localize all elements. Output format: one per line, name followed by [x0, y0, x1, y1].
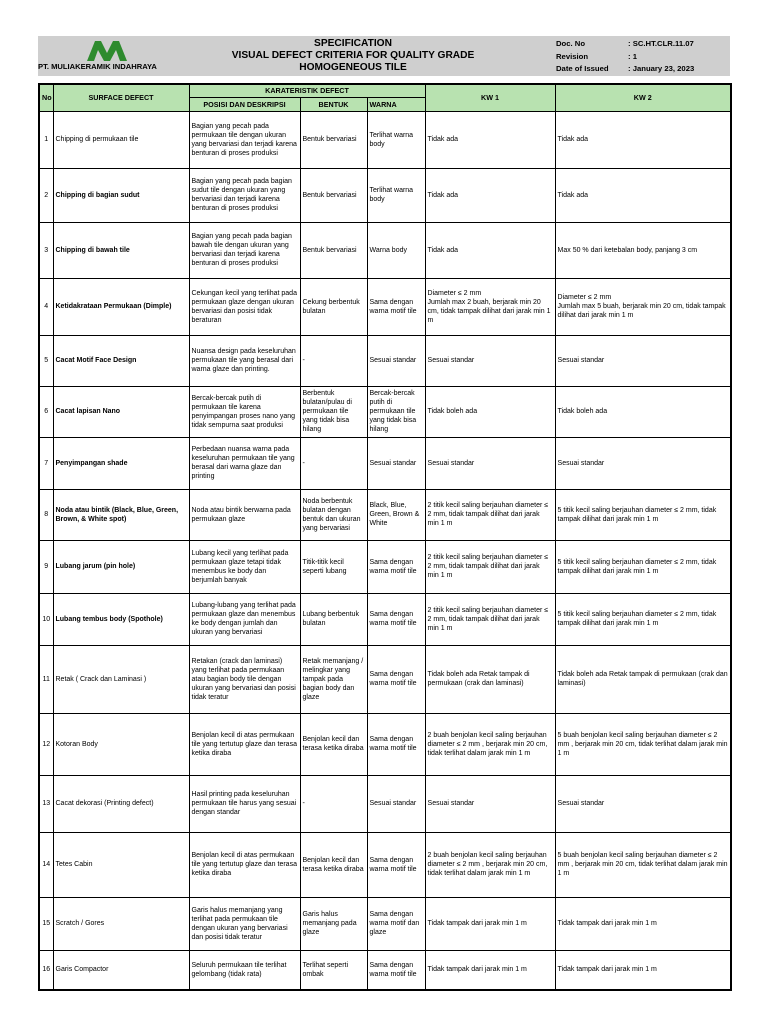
posisi-cell: Cekungan kecil yang terlihat pada permukaan glaze dengan ukuran bervariasi dan posisi tidak beraturan	[189, 278, 300, 335]
posisi-cell: Hasil printing pada keseluruhan permukaan tile harus yang sesuai dengan standar	[189, 775, 300, 832]
bentuk-cell: Benjolan kecil dan terasa ketika diraba	[300, 832, 367, 897]
surface-defect-cell: Noda atau bintik (Black, Blue, Green, Brown, & White spot)	[53, 489, 189, 540]
kw2-cell: 5 titik kecil saling berjauhan diameter ≤ 2 mm, tidak tampak dilihat dari jarak min 1 m	[555, 593, 731, 645]
row-number: 5	[39, 335, 53, 386]
posisi-cell: Benjolan kecil di atas permukaan tile yang tertutup glaze dan terasa ketika diraba	[189, 832, 300, 897]
kw2-cell: Sesuai standar	[555, 335, 731, 386]
table-body	[39, 111, 731, 990]
warna-cell: Sesuai standar	[367, 775, 425, 832]
posisi-cell: Bagian yang pecah pada bagian sudut tile dengan ukuran yang bervariasi dan terjadi karena benturan di proses produksi	[189, 168, 300, 222]
column-header-kw1: KW 1	[425, 84, 555, 111]
table-row	[39, 386, 731, 437]
warna-cell: Sama dengan warna motif tile	[367, 540, 425, 593]
posisi-cell: Bagian yang pecah pada bagian bawah tile dengan ukuran yang bervariasi dan terjadi karena benturan di proses produksi	[189, 222, 300, 278]
column-header-karakteristik: KARATERISTIK DEFECT	[189, 84, 425, 97]
surface-defect-cell: Cacat dekorasi (Printing defect)	[53, 775, 189, 832]
kw2-cell: 5 titik kecil saling berjauhan diameter ≤ 2 mm, tidak tampak dilihat dari jarak min 1 m	[555, 489, 731, 540]
posisi-cell: Lubang kecil yang terlihat pada permukaan glaze tetapi tidak menembus ke body dan berjumlah banyak	[189, 540, 300, 593]
revision-label: Revision	[556, 51, 589, 61]
bentuk-cell: Titik-titik kecil seperti lubang	[300, 540, 367, 593]
surface-defect-cell: Cacat lapisan Nano	[53, 386, 189, 437]
bentuk-cell: Cekung berbentuk bulatan	[300, 278, 367, 335]
kw1-cell: 2 titik kecil saling berjauhan diameter ≤ 2 mm, tidak tampak dilihat dari jarak min 1 m	[425, 489, 555, 540]
kw2-cell: 5 titik kecil saling berjauhan diameter ≤ 2 mm, tidak tampak dilihat dari jarak min 1 m	[555, 540, 731, 593]
row-number: 13	[39, 775, 53, 832]
bentuk-cell: Garis halus memanjang pada glaze	[300, 897, 367, 950]
warna-cell: Sama dengan warna motif tile	[367, 645, 425, 713]
column-header-no: No	[39, 84, 53, 111]
bentuk-cell: -	[300, 775, 367, 832]
kw1-cell: Tidak tampak dari jarak min 1 m	[425, 897, 555, 950]
surface-defect-cell: Chipping di permukaan tile	[53, 111, 189, 168]
posisi-cell: Seluruh permukaan tile terlihat gelombang (tidak rata)	[189, 950, 300, 990]
kw2-cell: Tidak tampak dari jarak min 1 m	[555, 897, 731, 950]
document-title	[188, 38, 518, 74]
title-line-2: VISUAL DEFECT CRITERIA FOR QUALITY GRADE	[231, 50, 475, 61]
kw1-cell: Tidak ada	[425, 168, 555, 222]
bentuk-cell: Berbentuk bulatan/pulau di permukaan tile yang tidak bisa hilang	[300, 386, 367, 437]
title-line-1: SPECIFICATION	[314, 38, 392, 49]
surface-defect-cell: Tetes Cabin	[53, 832, 189, 897]
document-meta	[556, 38, 694, 76]
warna-cell: Terlihat warna body	[367, 168, 425, 222]
table-row	[39, 222, 731, 278]
table-row	[39, 775, 731, 832]
surface-defect-cell: Cacat Motif Face Design	[53, 335, 189, 386]
table-row	[39, 540, 731, 593]
bentuk-cell: Bentuk bervariasi	[300, 222, 367, 278]
posisi-cell: Retakan (crack dan laminasi) yang terlihat pada permukaan atau bagian body tile dengan ukuran yang bervariasi dan posisi tidak teratur	[189, 645, 300, 713]
kw2-cell: Sesuai standar	[555, 775, 731, 832]
doc-no-label: Doc. No	[556, 39, 586, 48]
table-row	[39, 111, 731, 168]
revision-value: : 1	[628, 51, 637, 61]
kw1-cell: Diameter ≤ 2 mm Jumlah max 2 buah, berjarak min 20 cm, tidak tampak dilihat dari jarak min 1 m	[425, 278, 555, 335]
table-row	[39, 645, 731, 713]
row-number: 9	[39, 540, 53, 593]
posisi-cell: Bagian yang pecah pada permukaan tile dengan ukuran yang bervariasi dan terjadi karena benturan di proses produksi	[189, 111, 300, 168]
table-row	[39, 897, 731, 950]
row-number: 14	[39, 832, 53, 897]
kw2-cell: Tidak tampak dari jarak min 1 m	[555, 950, 731, 990]
kw1-cell: Tidak boleh ada	[425, 386, 555, 437]
warna-cell: Sesuai standar	[367, 335, 425, 386]
warna-cell: Sama dengan warna motif tile	[367, 950, 425, 990]
row-number: 4	[39, 278, 53, 335]
row-number: 12	[39, 713, 53, 775]
warna-cell: Sama dengan warna motif tile	[367, 832, 425, 897]
column-header-kw2: KW 2	[555, 84, 731, 111]
kw2-cell: Diameter ≤ 2 mm Jumlah max 5 buah, berjarak min 20 cm, tidak tampak dilihat dari jarak min 1 m	[555, 278, 731, 335]
surface-defect-cell: Garis Compactor	[53, 950, 189, 990]
kw2-cell: Max 50 % dari ketebalan body, panjang 3 cm	[555, 222, 731, 278]
surface-defect-cell: Retak ( Crack dan Laminasi )	[53, 645, 189, 713]
kw2-cell: Tidak ada	[555, 111, 731, 168]
kw1-cell: Sesuai standar	[425, 437, 555, 489]
bentuk-cell: Terlihat seperti ombak	[300, 950, 367, 990]
posisi-cell: Noda atau bintik berwarna pada permukaan glaze	[189, 489, 300, 540]
bentuk-cell: Bentuk bervariasi	[300, 111, 367, 168]
row-number: 3	[39, 222, 53, 278]
bentuk-cell: Benjolan kecil dan terasa ketika diraba	[300, 713, 367, 775]
bentuk-cell: -	[300, 335, 367, 386]
kw1-cell: Sesuai standar	[425, 775, 555, 832]
row-number: 16	[39, 950, 53, 990]
row-number: 2	[39, 168, 53, 222]
warna-cell: Sama dengan warna motif tile	[367, 713, 425, 775]
table-row	[39, 950, 731, 990]
posisi-cell: Perbedaan nuansa warna pada keseluruhan permukaan tile yang berasal dari warna glaze dan printing	[189, 437, 300, 489]
kw2-cell: Tidak ada	[555, 168, 731, 222]
row-number: 11	[39, 645, 53, 713]
kw1-cell: 2 titik kecil saling berjauhan diameter ≤ 2 mm, tidak tampak dilihat dari jarak min 1 m	[425, 593, 555, 645]
kw2-cell: Tidak boleh ada	[555, 386, 731, 437]
defect-criteria-table	[38, 83, 732, 991]
table-row	[39, 278, 731, 335]
surface-defect-cell: Kotoran Body	[53, 713, 189, 775]
warna-cell: Warna body	[367, 222, 425, 278]
posisi-cell: Benjolan kecil di atas permukaan tile yang tertutup glaze dan terasa ketika diraba	[189, 713, 300, 775]
title-line-3: HOMOGENEOUS TILE	[299, 62, 407, 73]
bentuk-cell: Lubang berbentuk bulatan	[300, 593, 367, 645]
posisi-cell: Bercak-bercak putih di permukaan tile karena penyimpangan proses nano yang tidak sempurna saat produksi	[189, 386, 300, 437]
company-name: PT. MULIAKERAMIK INDAHRAYA	[38, 62, 157, 71]
surface-defect-cell: Lubang jarum (pin hole)	[53, 540, 189, 593]
row-number: 6	[39, 386, 53, 437]
bentuk-cell: Noda berbentuk bulatan dengan bentuk dan ukuran yang bervariasi	[300, 489, 367, 540]
row-number: 15	[39, 897, 53, 950]
column-header-bentuk: BENTUK	[300, 97, 367, 111]
row-number: 7	[39, 437, 53, 489]
kw2-cell: 5 buah benjolan kecil saling berjauhan diameter ≤ 2 mm , berjarak min 20 cm, tidak terlihat dalam jarak min 1 m	[555, 832, 731, 897]
warna-cell: Terlihat warna body	[367, 111, 425, 168]
document-page	[38, 36, 730, 978]
column-header-warna: WARNA	[367, 97, 425, 111]
kw1-cell: Tidak boleh ada Retak tampak di permukaan (crak dan laminasi)	[425, 645, 555, 713]
table-row	[39, 489, 731, 540]
table-row	[39, 593, 731, 645]
row-number: 8	[39, 489, 53, 540]
table-row	[39, 832, 731, 897]
surface-defect-cell: Ketidakrataan Permukaan (Dimple)	[53, 278, 189, 335]
bentuk-cell: Retak memanjang / melingkar yang tampak pada bagian body dan glaze	[300, 645, 367, 713]
surface-defect-cell: Scratch / Gores	[53, 897, 189, 950]
warna-cell: Sesuai standar	[367, 437, 425, 489]
surface-defect-cell: Chipping di bagian sudut	[53, 168, 189, 222]
kw1-cell: Tidak ada	[425, 222, 555, 278]
kw1-cell: 2 buah benjolan kecil saling berjauhan diameter ≤ 2 mm , berjarak min 20 cm, tidak terlihat dalam jarak min 1 m	[425, 832, 555, 897]
table-row	[39, 713, 731, 775]
date-label: Date of Issued	[556, 64, 609, 73]
company-logo-icon	[86, 39, 128, 63]
warna-cell: Bercak-bercak putih di permukaan tile yang tidak bisa hilang	[367, 386, 425, 437]
bentuk-cell: Bentuk bervariasi	[300, 168, 367, 222]
kw1-cell: 2 buah benjolan kecil saling berjauhan diameter ≤ 2 mm , berjarak min 20 cm, tidak terlihat dalam jarak min 1 m	[425, 713, 555, 775]
row-number: 1	[39, 111, 53, 168]
date-value: : January 23, 2023	[628, 64, 695, 73]
column-header-posisi: POSISI DAN DESKRIPSI	[189, 97, 300, 111]
surface-defect-cell: Chipping di bawah tile	[53, 222, 189, 278]
kw2-cell: Tidak boleh ada Retak tampak di permukaan (crak dan laminasi)	[555, 645, 731, 713]
kw1-cell: Tidak tampak dari jarak min 1 m	[425, 950, 555, 990]
warna-cell: Black, Blue, Green, Brown & White	[367, 489, 425, 540]
kw1-cell: 2 titik kecil saling berjauhan diameter ≤ 2 mm, tidak tampak dilihat dari jarak min 1 m	[425, 540, 555, 593]
warna-cell: Sama dengan warna motif tile	[367, 278, 425, 335]
column-header-surface-defect: SURFACE DEFECT	[53, 84, 189, 111]
kw2-cell: 5 buah benjolan kecil saling berjauhan diameter ≤ 2 mm , berjarak min 20 cm, tidak terlihat dalam jarak min 1 m	[555, 713, 731, 775]
table-row	[39, 168, 731, 222]
warna-cell: Sama dengan warna motif tile	[367, 593, 425, 645]
document-header	[38, 36, 730, 76]
warna-cell: Sama dengan warna motif dan glaze	[367, 897, 425, 950]
table-row	[39, 335, 731, 386]
posisi-cell: Nuansa design pada keseluruhan permukaan tile yang berasal dari warna glaze dan printing.	[189, 335, 300, 386]
kw2-cell: Sesuai standar	[555, 437, 731, 489]
doc-no-value: : SC.HT.CLR.11.07	[628, 39, 694, 48]
surface-defect-cell: Lubang tembus body (Spothole)	[53, 593, 189, 645]
posisi-cell: Garis halus memanjang yang terlihat pada permukaan tile dengan ukuran yang bervariasi dan posisi tidak teratur	[189, 897, 300, 950]
posisi-cell: Lubang-lubang yang terlihat pada permukaan glaze dan menembus ke body dengan jumlah dan ukuran yang bervariasi	[189, 593, 300, 645]
surface-defect-cell: Penyimpangan shade	[53, 437, 189, 489]
table-row	[39, 437, 731, 489]
kw1-cell: Tidak ada	[425, 111, 555, 168]
bentuk-cell: -	[300, 437, 367, 489]
kw1-cell: Sesuai standar	[425, 335, 555, 386]
row-number: 10	[39, 593, 53, 645]
